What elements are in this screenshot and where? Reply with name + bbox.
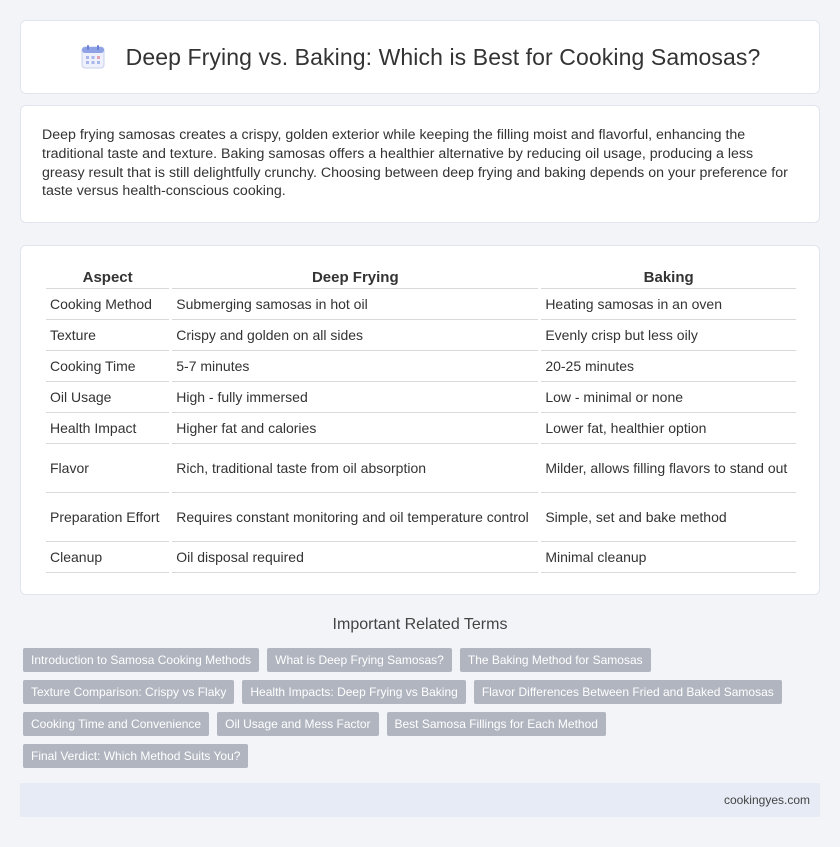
cell-deep-frying: Higher fat and calories	[172, 413, 538, 444]
cell-deep-frying: High - fully immersed	[172, 382, 538, 413]
related-terms-list	[23, 648, 803, 768]
comparison-table	[43, 263, 799, 573]
cell-aspect: Cooking Time	[46, 351, 169, 382]
cell-baking: Heating samosas in an oven	[541, 289, 796, 320]
footer	[20, 783, 820, 817]
table-header-row	[46, 263, 796, 289]
cell-deep-frying: Crispy and golden on all sides	[172, 320, 538, 351]
cell-deep-frying: 5-7 minutes	[172, 351, 538, 382]
related-term-tag[interactable]: The Baking Method for Samosas	[460, 648, 651, 672]
header-card	[20, 20, 820, 94]
cell-baking: Milder, allows filling flavors to stand out	[541, 444, 796, 493]
cell-aspect: Preparation Effort	[46, 493, 169, 542]
intro-paragraph: Deep frying samosas creates a crispy, golden exterior while keeping the filling moist and flavorful, enhancing the traditional taste and texture. Baking samosas offers a healthier alternative by reducing oil usage, producing a less greasy result that is still delightfully crunchy. Choosing between deep frying and baking depends on your preference for taste versus health-conscious cooking.	[42, 127, 788, 200]
table-row	[46, 542, 796, 573]
cell-aspect: Texture	[46, 320, 169, 351]
header-baking: Baking	[541, 263, 796, 289]
related-term-tag[interactable]: Best Samosa Fillings for Each Method	[387, 712, 606, 736]
table-row	[46, 493, 796, 542]
cell-deep-frying: Requires constant monitoring and oil temperature control	[172, 493, 538, 542]
cell-aspect: Cleanup	[46, 542, 169, 573]
table-row	[46, 289, 796, 320]
cell-baking: Evenly crisp but less oily	[541, 320, 796, 351]
related-term-tag[interactable]: Health Impacts: Deep Frying vs Baking	[242, 680, 465, 704]
related-term-tag[interactable]: Cooking Time and Convenience	[23, 712, 209, 736]
cell-baking: Low - minimal or none	[541, 382, 796, 413]
related-term-tag[interactable]: Final Verdict: Which Method Suits You?	[23, 744, 248, 768]
related-term-tag[interactable]: Texture Comparison: Crispy vs Flaky	[23, 680, 234, 704]
table-row	[46, 444, 796, 493]
header-deep-frying: Deep Frying	[172, 263, 538, 289]
cell-aspect: Health Impact	[46, 413, 169, 444]
related-term-tag[interactable]: Introduction to Samosa Cooking Methods	[23, 648, 259, 672]
cell-baking: Lower fat, healthier option	[541, 413, 796, 444]
cell-baking: 20-25 minutes	[541, 351, 796, 382]
cell-baking: Simple, set and bake method	[541, 493, 796, 542]
related-terms-heading: Important Related Terms	[332, 616, 508, 633]
cell-deep-frying: Oil disposal required	[172, 542, 538, 573]
cell-deep-frying: Rich, traditional taste from oil absorption	[172, 444, 538, 493]
title-row	[21, 21, 819, 93]
table-row	[46, 382, 796, 413]
cell-aspect: Cooking Method	[46, 289, 169, 320]
related-term-tag[interactable]: What is Deep Frying Samosas?	[267, 648, 452, 672]
related-term-tag[interactable]: Oil Usage and Mess Factor	[217, 712, 378, 736]
table-row	[46, 351, 796, 382]
page-title: Deep Frying vs. Baking: Which is Best for Cooking Samosas?	[125, 43, 761, 70]
comparison-card	[20, 245, 820, 595]
header-aspect: Aspect	[46, 263, 169, 289]
cell-aspect: Oil Usage	[46, 382, 169, 413]
cell-aspect: Flavor	[46, 444, 169, 493]
cell-baking: Minimal cleanup	[541, 542, 796, 573]
table-row	[46, 320, 796, 351]
table-row	[46, 413, 796, 444]
intro-card	[20, 105, 820, 223]
calendar-icon	[80, 44, 106, 70]
related-term-tag[interactable]: Flavor Differences Between Fried and Baked Samosas	[474, 680, 782, 704]
cell-deep-frying: Submerging samosas in hot oil	[172, 289, 538, 320]
footer-site-link[interactable]: cookingyes.com	[723, 793, 810, 807]
